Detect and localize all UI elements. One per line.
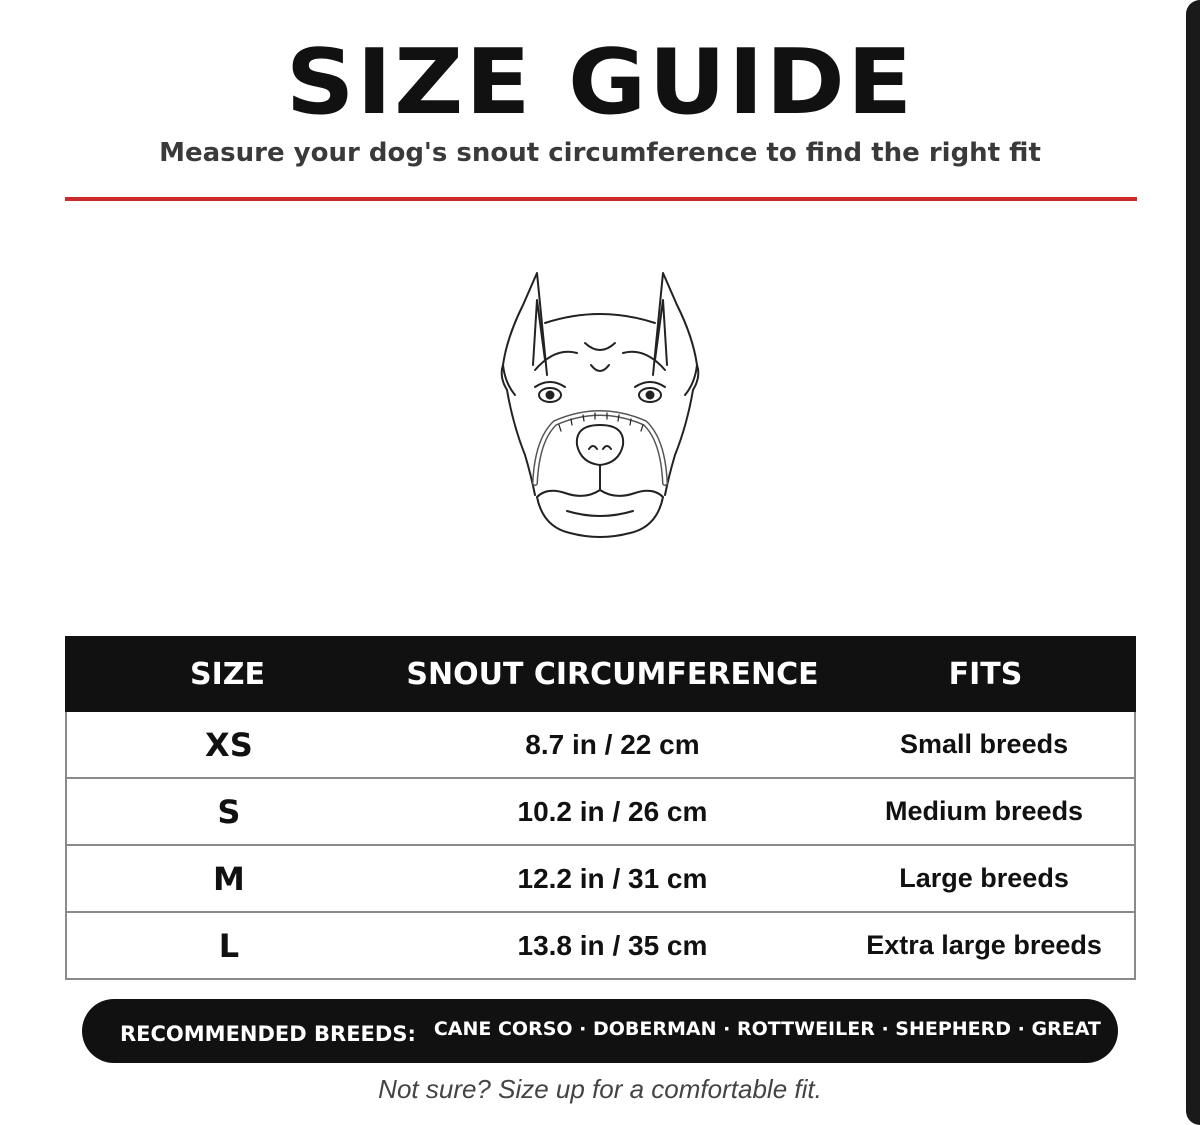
size-value: S [217, 792, 241, 831]
breeds-label: RECOMMENDED BREEDS: [120, 1022, 416, 1046]
breeds-list: CANE CORSO · DOBERMAN · ROTTWEILER · SHEPHERD · GREAT [433, 1018, 1101, 1040]
fits-value: Small breeds [900, 729, 1069, 759]
snout-value: 8.7 in / 22 cm [525, 728, 700, 760]
snout-value: 10.2 in / 26 cm [517, 795, 708, 827]
snout-value: 12.2 in / 31 cm [517, 862, 708, 894]
recommended-breeds-banner [82, 999, 1118, 1063]
accent-divider [65, 197, 1137, 201]
page-subtitle: Measure your dog's snout circumference to find the right fit [159, 138, 1041, 168]
dog-head-measuring-tape-icon [495, 265, 705, 545]
table-row [65, 913, 1136, 980]
header-size: SIZE [189, 656, 265, 692]
size-value: M [212, 859, 245, 898]
snout-value: 13.8 in / 35 cm [517, 929, 708, 961]
footnote: Not sure? Size up for a comfortable fit. [378, 1074, 822, 1104]
header-fits: FITS [948, 656, 1023, 692]
table-row [65, 712, 1136, 779]
header-snout: SNOUT CIRCUMFERENCE [406, 656, 819, 692]
fits-value: Extra large breeds [866, 930, 1102, 960]
size-value: L [218, 926, 240, 965]
size-table [65, 636, 1136, 980]
table-header [65, 636, 1136, 712]
fits-value: Large breeds [899, 863, 1069, 893]
table-row [65, 779, 1136, 846]
scroll-edge [1186, 0, 1200, 1125]
table-row [65, 846, 1136, 913]
size-value: XS [205, 725, 253, 764]
fits-value: Medium breeds [885, 796, 1084, 826]
page-title: SIZE GUIDE [285, 30, 915, 135]
